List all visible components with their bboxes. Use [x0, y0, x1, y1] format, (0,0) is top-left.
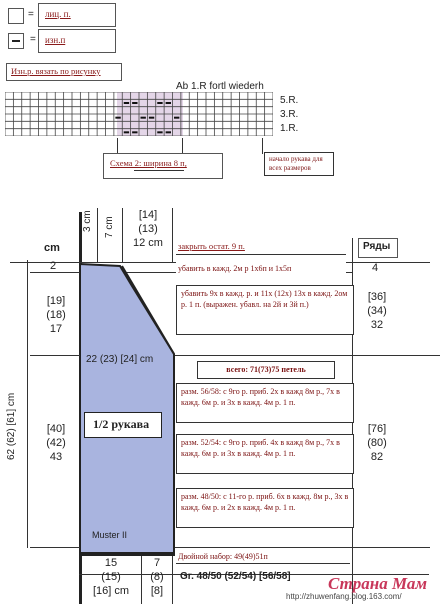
legend-knit-label: лиц. п.: [45, 9, 71, 19]
gr-sizes-label: Gr. 48/50 (52/54) [56/58]: [180, 571, 291, 582]
scheme-bracket-left: [117, 138, 118, 154]
row-label-1: 1.R.: [280, 123, 299, 134]
scheme-note-text: Схема 2: ширина 8 п,: [110, 158, 187, 168]
cast-on-note: Двойной набор: 49(49)51п: [176, 550, 350, 564]
col-7cm-label: 7 cm: [104, 216, 115, 238]
size-56-note: разм. 56/58: с 9го р. приб. 2х в кажд 8м р., 7х в кажд. 6м р. и 3х в кажд. 4м р. 1 п.: [176, 383, 354, 423]
legend-knit-box: [38, 3, 116, 27]
left-size-bracket: [27, 260, 28, 548]
col-12cm-label: [14] (13) 12 cm: [133, 209, 163, 249]
sleeve-start-note: начало рукава для всех размеров: [264, 152, 334, 176]
watermark-brand: Страна Мам: [328, 574, 428, 593]
bind-off-note: закрыть остат. 9 п.: [178, 241, 245, 251]
col-3cm-label: 3 cm: [82, 210, 93, 232]
pattern-header-box: [6, 63, 122, 81]
half-sleeve-label: 1/2 рукава: [93, 417, 150, 431]
col-divider-3cm: [97, 208, 98, 262]
rows-lower: [76] (80) 82: [367, 423, 387, 463]
rows-mid: [36] (34) 32: [367, 291, 387, 331]
rows-header-box: [358, 238, 398, 258]
sleeve-shape: [80, 262, 176, 554]
legend-purl-label: изн.п: [45, 35, 66, 45]
col-divider-12cm: [172, 208, 173, 262]
scheme-note-box: [103, 153, 223, 179]
sleeve-start-arrow: [262, 138, 263, 154]
decrease-top-note: убавить в кажд. 2м р 1х6п и 1х5п: [176, 262, 346, 275]
rows-top: 4: [372, 262, 379, 274]
vertical-total-label: 62 (62) [61] cm: [6, 392, 17, 460]
total-loops-note: всего: 71(73)75 петель: [197, 361, 335, 379]
muster-label: Muster II: [92, 530, 128, 540]
bottom-right-sizes: 7 (8) [8]: [150, 557, 164, 597]
knitting-chart-grid: [5, 92, 273, 136]
sleeve-width-label: 22 (23) [24] cm: [86, 354, 154, 365]
bottom-divider-right: [172, 556, 173, 604]
decrease-mid-note: убавить 9х в кажд. р. и 11х (12х) 13х в кажд. 2ом р. 1 п. (выражен. убавл. на 2й и 3й п.): [176, 285, 354, 335]
pattern-header-label: Изн.р. вязать по рисунку: [11, 66, 101, 76]
half-sleeve-box: [84, 412, 162, 438]
left-size-mid: [19] (18) 17: [46, 295, 66, 335]
legend-knit-swatch: [8, 8, 24, 24]
watermark-url: http://zhuwenfang.blog.163.com/: [286, 592, 402, 601]
cm-header: cm: [44, 242, 60, 254]
legend-equals-2: =: [30, 34, 36, 45]
size-52-note: разм. 52/54: с 9го р. приб. 4х в кажд 8м р., 7х в кажд. 6м р. и 3х в кажд. 4м р. 1 п.: [176, 434, 354, 474]
legend-purl-box: [38, 29, 116, 53]
left-size-lower: [40] (42) 43: [46, 423, 66, 463]
left-size-top: 2: [50, 260, 57, 272]
col-divider-7cm: [122, 208, 123, 262]
legend-purl-swatch: [8, 33, 24, 49]
bind-off-note-box: [176, 240, 346, 255]
size-48-note: разм. 48/50: с 11-го р. приб. 6х в кажд. 8м р., 3х в кажд. 6м р. и 2х в кажд. 4м р. 1 п.: [176, 488, 354, 528]
legend-equals-1: =: [28, 9, 34, 20]
row-label-5: 5.R.: [280, 95, 299, 106]
pattern-title: Ab 1.R fortl wiederh: [176, 81, 264, 92]
rows-header: Ряды: [363, 241, 391, 252]
row-label-3: 3.R.: [280, 109, 299, 120]
scheme-bracket-right: [182, 138, 183, 154]
bottom-left-sizes: 15 (15) [16] cm: [92, 557, 130, 597]
